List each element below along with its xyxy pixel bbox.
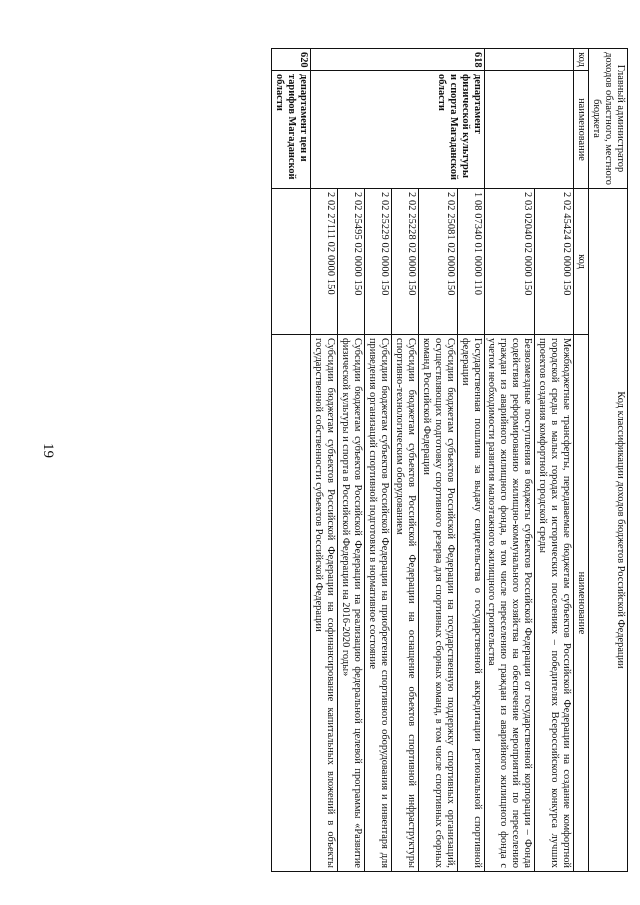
revenue-description-cell: Субсидии бюджетам субъектов Российской Федерации на оснащение объектов спортивной инфраструктуры спортивно-технологическим оборудованием — [391, 335, 418, 872]
revenue-code-cell: 2 02 25229 02 0000 150 — [364, 189, 391, 335]
rotated-table-container — [196, 48, 628, 871]
revenue-code-cell: 2 02 25081 02 0000 150 — [418, 189, 457, 335]
table-row — [535, 49, 574, 872]
admin-code-cell: 620 — [272, 49, 311, 71]
page-number: 19 — [40, 443, 56, 458]
header-class-name: наименование — [574, 335, 589, 872]
revenue-description-cell: Субсидии бюджетам субъектов Российской Федерации на государственную поддержку спортивных организаций, осуществляющих подготовку спортивного резерва для спортивных сборных команд, в том числе спортивных сборных команд Российской Федерации — [418, 335, 457, 872]
revenue-code-cell: 2 02 25228 02 0000 150 — [391, 189, 418, 335]
header-admin-group: Главный администратор доходов областного, местного бюджета — [589, 49, 628, 189]
revenue-code-cell: 2 02 27111 02 0000 150 — [311, 189, 338, 335]
header-classification-group: Код классификации доходов бюджетов Российской Федерации — [589, 189, 628, 872]
revenue-classification-table — [271, 48, 628, 872]
revenue-description-cell: Субсидии бюджетам субъектов Российской Федерации на приобретение спортивного оборудования и инвентаря для приведения организаций спортивной подготовки в нормативное состояние — [364, 335, 391, 872]
revenue-description-cell — [272, 335, 311, 872]
revenue-code-cell: 2 03 02040 02 0000 150 — [484, 189, 535, 335]
header-admin-code: код — [574, 49, 589, 71]
header-class-code: код — [574, 189, 589, 335]
revenue-code-cell: 2 02 45424 02 0000 150 — [535, 189, 574, 335]
header-admin-name: наименование — [574, 71, 589, 189]
table-subheader-row — [574, 49, 589, 872]
admin-name-cell — [484, 71, 574, 189]
admin-name-cell: департамент цен и тарифов Магаданской области — [272, 71, 311, 189]
revenue-description-cell: Межбюджетные трансферты, передаваемые бюджетам субъектов Российской Федерации на создание комфортной городской среды в малых городах и исторических поселениях – победителях Всероссийского конкурса лучших проектов создания комфортной городской среды — [535, 335, 574, 872]
table-row — [457, 49, 484, 872]
revenue-code-cell: 2 02 25495 02 0000 150 — [338, 189, 365, 335]
admin-name-cell: департамент физической культуры и спорта Магаданской области — [311, 71, 484, 189]
revenue-code-cell — [272, 189, 311, 335]
revenue-description-cell: Государственная пошлина за выдачу свидетельства о государственной аккредитации региональной спортивной федерации — [457, 335, 484, 872]
revenue-description-cell: Субсидии бюджетам субъектов Российской Федерации на софинансирование капитальных вложений в объекты государственной собственности субъектов Российской Федерации — [311, 335, 338, 872]
admin-code-cell — [484, 49, 574, 71]
admin-code-cell: 618 — [311, 49, 484, 71]
revenue-code-cell: 1 08 07340 01 0000 110 — [457, 189, 484, 335]
revenue-description-cell: Субсидии бюджетам субъектов Российской Федерации на реализацию федеральной целевой программы «Развитие физической культуры и спорта в Российской Федерации на 2016-2020 годы» — [338, 335, 365, 872]
revenue-description-cell: Безвозмездные поступления в бюджеты субъектов Российской Федерации от государственной корпорации – Фонда содействия реформированию жилищно-коммунального хозяйства на обеспечение мероприятий по переселению граждан из аварийного жилищного фонда, в том числе переселению граждан из аварийного жилищного фонда с учетом необходимости развития малоэтажного жилищного строительства — [484, 335, 535, 872]
table-header-row — [589, 49, 628, 872]
table-row — [272, 49, 311, 872]
